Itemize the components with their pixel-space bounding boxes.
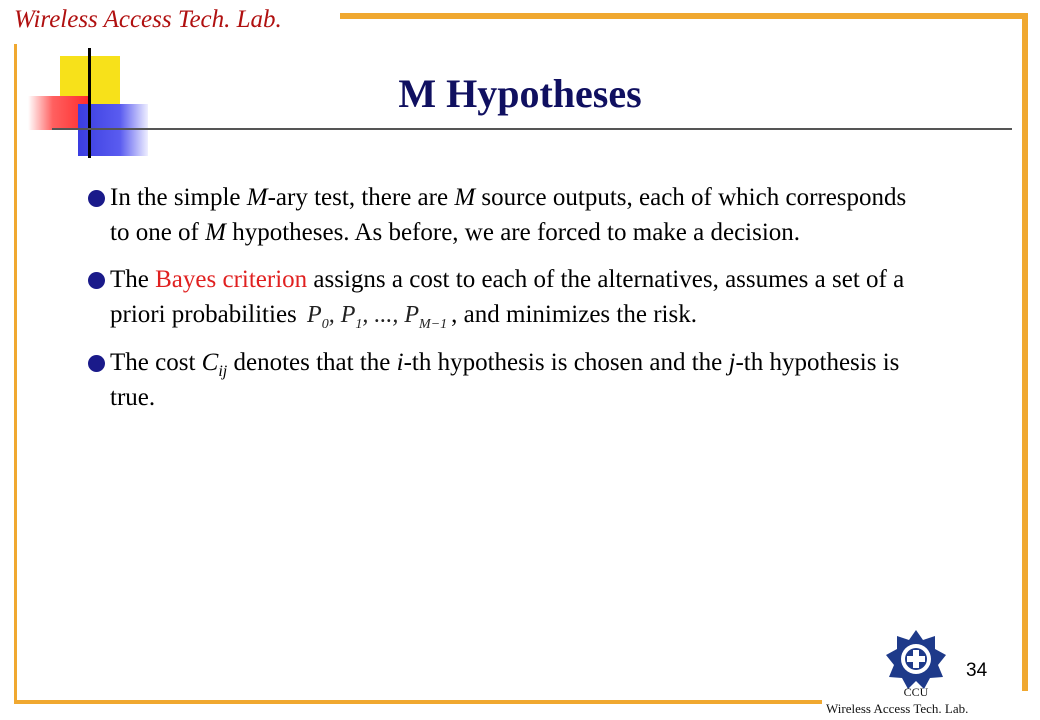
frame-left-border	[14, 44, 17, 704]
bullet-text: -th hypothesis is chosen and the	[403, 349, 729, 376]
bullet-text: -ary test, there are	[267, 184, 455, 211]
page-number: 34	[966, 660, 988, 681]
math-subscript: ij	[218, 363, 228, 380]
footer-lab-name: Wireless Access Tech. Lab.	[826, 701, 969, 716]
bullet-item	[88, 262, 928, 333]
math-symbol: P	[307, 302, 322, 328]
frame-bottom-border	[14, 700, 822, 704]
bullet-text: In the simple	[110, 184, 247, 211]
math-symbol: j	[728, 349, 736, 376]
bullet-text: hypotheses. As before, we are forced to make a decision.	[225, 219, 801, 246]
title-underline	[52, 128, 1012, 130]
math-symbol: M	[454, 184, 476, 211]
bullet-list	[88, 180, 928, 427]
highlighted-term: Bayes criterion	[155, 266, 308, 293]
bullet-text: -th hypothesis is true.	[110, 349, 900, 411]
math-subscript: 1	[355, 316, 363, 332]
bullet-dot-icon	[88, 355, 105, 372]
math-symbol: P	[404, 302, 420, 328]
bullet-item	[88, 180, 928, 250]
prior-probabilities-formula	[303, 302, 451, 332]
math-subscript: M−1	[419, 316, 448, 332]
bullet-dot-icon	[88, 190, 105, 207]
slide-title: M Hypotheses	[398, 71, 642, 116]
math-symbol: C	[201, 349, 219, 376]
bullet-text: , and minimizes the risk.	[451, 301, 697, 328]
lab-title: Wireless Access Tech. Lab.	[14, 6, 282, 33]
math-subscript: 0	[321, 316, 329, 332]
math-symbol: M	[205, 219, 226, 246]
frame-top-border	[340, 13, 1028, 19]
bullet-text: The	[110, 266, 156, 293]
org-label: CCU	[903, 685, 929, 699]
bullet-text: denotes that the	[227, 349, 397, 376]
math-symbol: M	[246, 184, 268, 211]
bullet-dot-icon	[88, 272, 105, 289]
math-symbol: i	[396, 349, 404, 376]
math-separator: ,	[328, 302, 341, 328]
bullet-text: The cost	[110, 349, 202, 376]
bullet-text: assigns a cost to each of the alternatives, assumes a set of a priori probabilities	[110, 266, 905, 328]
bullet-text: source outputs, each of which corresponds to one of	[110, 184, 907, 246]
ccu-logo-icon	[885, 628, 947, 690]
bullet-item	[88, 345, 928, 415]
math-separator: , ...,	[362, 302, 405, 328]
math-symbol: P	[340, 302, 356, 328]
